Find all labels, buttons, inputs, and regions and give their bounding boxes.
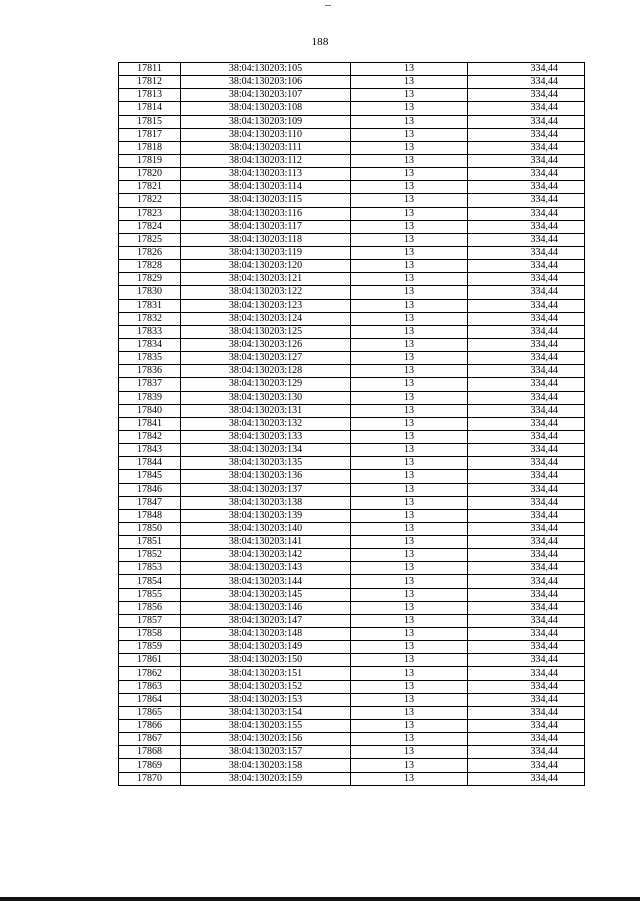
cadastral-number-cell: 38:04:130203:130 — [181, 391, 351, 404]
page-number: 188 — [311, 36, 329, 48]
quantity-cell: 13 — [351, 496, 468, 509]
cadastral-number-cell: 38:04:130203:131 — [181, 404, 351, 417]
area-value-cell: 334,44 — [468, 667, 585, 680]
cadastral-number-cell: 38:04:130203:145 — [181, 588, 351, 601]
record-number-cell: 17833 — [119, 325, 181, 338]
record-number-cell: 17857 — [119, 614, 181, 627]
cadastral-number-cell: 38:04:130203:123 — [181, 299, 351, 312]
record-number-cell: 17829 — [119, 273, 181, 286]
quantity-cell: 13 — [351, 325, 468, 338]
table-row — [119, 562, 585, 575]
quantity-cell: 13 — [351, 220, 468, 233]
area-value-cell: 334,44 — [468, 549, 585, 562]
cadastral-number-cell: 38:04:130203:112 — [181, 154, 351, 167]
record-number-cell: 17845 — [119, 470, 181, 483]
cadastral-number-cell: 38:04:130203:118 — [181, 233, 351, 246]
quantity-cell: 13 — [351, 273, 468, 286]
table-row — [119, 141, 585, 154]
area-value-cell: 334,44 — [468, 352, 585, 365]
area-value-cell: 334,44 — [468, 89, 585, 102]
quantity-cell: 13 — [351, 89, 468, 102]
table-row — [119, 549, 585, 562]
cadastral-number-cell: 38:04:130203:143 — [181, 562, 351, 575]
record-number-cell: 17853 — [119, 562, 181, 575]
quantity-cell: 13 — [351, 404, 468, 417]
table-row — [119, 772, 585, 785]
area-value-cell: 334,44 — [468, 299, 585, 312]
quantity-cell: 13 — [351, 680, 468, 693]
table-row — [119, 63, 585, 76]
table-row — [119, 325, 585, 338]
cadastral-number-cell: 38:04:130203:127 — [181, 352, 351, 365]
record-number-cell: 17861 — [119, 654, 181, 667]
cadastral-number-cell: 38:04:130203:138 — [181, 496, 351, 509]
table-row — [119, 115, 585, 128]
record-number-cell: 17862 — [119, 667, 181, 680]
cadastral-number-cell: 38:04:130203:147 — [181, 614, 351, 627]
table-row — [119, 536, 585, 549]
area-value-cell: 334,44 — [468, 273, 585, 286]
cadastral-number-cell: 38:04:130203:121 — [181, 273, 351, 286]
quantity-cell: 13 — [351, 720, 468, 733]
cadastral-number-cell: 38:04:130203:119 — [181, 246, 351, 259]
record-number-cell: 17867 — [119, 733, 181, 746]
table-row — [119, 522, 585, 535]
quantity-cell: 13 — [351, 509, 468, 522]
area-value-cell: 334,44 — [468, 680, 585, 693]
area-value-cell: 334,44 — [468, 430, 585, 443]
cadastral-number-cell: 38:04:130203:151 — [181, 667, 351, 680]
cadastral-number-cell: 38:04:130203:142 — [181, 549, 351, 562]
area-value-cell: 334,44 — [468, 496, 585, 509]
area-value-cell: 334,44 — [468, 404, 585, 417]
record-number-cell: 17822 — [119, 194, 181, 207]
table-row — [119, 404, 585, 417]
record-number-cell: 17832 — [119, 312, 181, 325]
registry-table — [118, 62, 585, 786]
quantity-cell: 13 — [351, 667, 468, 680]
table-row — [119, 181, 585, 194]
table-row — [119, 746, 585, 759]
area-value-cell: 334,44 — [468, 575, 585, 588]
record-number-cell: 17856 — [119, 601, 181, 614]
table-row — [119, 312, 585, 325]
quantity-cell: 13 — [351, 601, 468, 614]
table-row — [119, 260, 585, 273]
table-row — [119, 614, 585, 627]
table-row — [119, 365, 585, 378]
area-value-cell: 334,44 — [468, 154, 585, 167]
quantity-cell: 13 — [351, 457, 468, 470]
table-row — [119, 286, 585, 299]
area-value-cell: 334,44 — [468, 76, 585, 89]
cadastral-number-cell: 38:04:130203:116 — [181, 207, 351, 220]
area-value-cell: 334,44 — [468, 194, 585, 207]
table-row — [119, 128, 585, 141]
area-value-cell: 334,44 — [468, 641, 585, 654]
record-number-cell: 17812 — [119, 76, 181, 89]
area-value-cell: 334,44 — [468, 233, 585, 246]
table-row — [119, 601, 585, 614]
table-row — [119, 496, 585, 509]
table-row — [119, 273, 585, 286]
cadastral-number-cell: 38:04:130203:141 — [181, 536, 351, 549]
record-number-cell: 17817 — [119, 128, 181, 141]
record-number-cell: 17839 — [119, 391, 181, 404]
area-value-cell: 334,44 — [468, 338, 585, 351]
cadastral-number-cell: 38:04:130203:129 — [181, 378, 351, 391]
quantity-cell: 13 — [351, 299, 468, 312]
cadastral-number-cell: 38:04:130203:146 — [181, 601, 351, 614]
quantity-cell: 13 — [351, 338, 468, 351]
table-row — [119, 667, 585, 680]
record-number-cell: 17836 — [119, 365, 181, 378]
quantity-cell: 13 — [351, 575, 468, 588]
record-number-cell: 17820 — [119, 168, 181, 181]
quantity-cell: 13 — [351, 430, 468, 443]
table-row — [119, 299, 585, 312]
table-row — [119, 483, 585, 496]
quantity-cell: 13 — [351, 562, 468, 575]
area-value-cell: 334,44 — [468, 562, 585, 575]
cadastral-number-cell: 38:04:130203:155 — [181, 720, 351, 733]
table-row — [119, 246, 585, 259]
quantity-cell: 13 — [351, 483, 468, 496]
record-number-cell: 17850 — [119, 522, 181, 535]
area-value-cell: 334,44 — [468, 536, 585, 549]
table-row — [119, 102, 585, 115]
cadastral-number-cell: 38:04:130203:156 — [181, 733, 351, 746]
quantity-cell: 13 — [351, 352, 468, 365]
area-value-cell: 334,44 — [468, 312, 585, 325]
quantity-cell: 13 — [351, 641, 468, 654]
cadastral-number-cell: 38:04:130203:111 — [181, 141, 351, 154]
quantity-cell: 13 — [351, 246, 468, 259]
quantity-cell: 13 — [351, 417, 468, 430]
cadastral-number-cell: 38:04:130203:125 — [181, 325, 351, 338]
area-value-cell: 334,44 — [468, 365, 585, 378]
table-row — [119, 207, 585, 220]
cadastral-number-cell: 38:04:130203:135 — [181, 457, 351, 470]
record-number-cell: 17863 — [119, 680, 181, 693]
quantity-cell: 13 — [351, 76, 468, 89]
quantity-cell: 13 — [351, 102, 468, 115]
area-value-cell: 334,44 — [468, 378, 585, 391]
table-row — [119, 470, 585, 483]
area-value-cell: 334,44 — [468, 522, 585, 535]
cadastral-number-cell: 38:04:130203:159 — [181, 772, 351, 785]
record-number-cell: 17834 — [119, 338, 181, 351]
cadastral-number-cell: 38:04:130203:122 — [181, 286, 351, 299]
area-value-cell: 334,44 — [468, 102, 585, 115]
quantity-cell: 13 — [351, 286, 468, 299]
table-row — [119, 338, 585, 351]
area-value-cell: 334,44 — [468, 207, 585, 220]
record-number-cell: 17826 — [119, 246, 181, 259]
area-value-cell: 334,44 — [468, 63, 585, 76]
table-row — [119, 628, 585, 641]
table-row — [119, 378, 585, 391]
cadastral-number-cell: 38:04:130203:113 — [181, 168, 351, 181]
quantity-cell: 13 — [351, 233, 468, 246]
area-value-cell: 334,44 — [468, 325, 585, 338]
quantity-cell: 13 — [351, 365, 468, 378]
table-row — [119, 457, 585, 470]
cadastral-number-cell: 38:04:130203:139 — [181, 509, 351, 522]
cadastral-number-cell: 38:04:130203:144 — [181, 575, 351, 588]
cadastral-number-cell: 38:04:130203:109 — [181, 115, 351, 128]
record-number-cell: 17830 — [119, 286, 181, 299]
area-value-cell: 334,44 — [468, 772, 585, 785]
quantity-cell: 13 — [351, 654, 468, 667]
cadastral-number-cell: 38:04:130203:150 — [181, 654, 351, 667]
area-value-cell: 334,44 — [468, 168, 585, 181]
record-number-cell: 17854 — [119, 575, 181, 588]
cadastral-number-cell: 38:04:130203:124 — [181, 312, 351, 325]
table-row — [119, 575, 585, 588]
quantity-cell: 13 — [351, 391, 468, 404]
quantity-cell: 13 — [351, 759, 468, 772]
quantity-cell: 13 — [351, 628, 468, 641]
record-number-cell: 17859 — [119, 641, 181, 654]
cadastral-number-cell: 38:04:130203:158 — [181, 759, 351, 772]
record-number-cell: 17825 — [119, 233, 181, 246]
record-number-cell: 17864 — [119, 693, 181, 706]
cadastral-number-cell: 38:04:130203:108 — [181, 102, 351, 115]
table-row — [119, 352, 585, 365]
quantity-cell: 13 — [351, 181, 468, 194]
record-number-cell: 17870 — [119, 772, 181, 785]
record-number-cell: 17855 — [119, 588, 181, 601]
cadastral-number-cell: 38:04:130203:120 — [181, 260, 351, 273]
record-number-cell: 17847 — [119, 496, 181, 509]
area-value-cell: 334,44 — [468, 654, 585, 667]
cadastral-number-cell: 38:04:130203:140 — [181, 522, 351, 535]
area-value-cell: 334,44 — [468, 128, 585, 141]
cadastral-number-cell: 38:04:130203:153 — [181, 693, 351, 706]
record-number-cell: 17813 — [119, 89, 181, 102]
table-row — [119, 654, 585, 667]
quantity-cell: 13 — [351, 746, 468, 759]
area-value-cell: 334,44 — [468, 588, 585, 601]
record-number-cell: 17848 — [119, 509, 181, 522]
record-number-cell: 17823 — [119, 207, 181, 220]
quantity-cell: 13 — [351, 168, 468, 181]
quantity-cell: 13 — [351, 154, 468, 167]
record-number-cell: 17841 — [119, 417, 181, 430]
area-value-cell: 334,44 — [468, 614, 585, 627]
record-number-cell: 17819 — [119, 154, 181, 167]
record-number-cell: 17828 — [119, 260, 181, 273]
record-number-cell: 17818 — [119, 141, 181, 154]
quantity-cell: 13 — [351, 141, 468, 154]
area-value-cell: 334,44 — [468, 601, 585, 614]
table-row — [119, 641, 585, 654]
area-value-cell: 334,44 — [468, 509, 585, 522]
record-number-cell: 17866 — [119, 720, 181, 733]
cadastral-number-cell: 38:04:130203:110 — [181, 128, 351, 141]
quantity-cell: 13 — [351, 733, 468, 746]
area-value-cell: 334,44 — [468, 706, 585, 719]
scan-artifact-mark — [325, 5, 331, 6]
area-value-cell: 334,44 — [468, 286, 585, 299]
table-row — [119, 417, 585, 430]
quantity-cell: 13 — [351, 470, 468, 483]
cadastral-number-cell: 38:04:130203:132 — [181, 417, 351, 430]
record-number-cell: 17868 — [119, 746, 181, 759]
area-value-cell: 334,44 — [468, 759, 585, 772]
area-value-cell: 334,44 — [468, 391, 585, 404]
table-row — [119, 168, 585, 181]
record-number-cell: 17842 — [119, 430, 181, 443]
quantity-cell: 13 — [351, 207, 468, 220]
table-row — [119, 194, 585, 207]
cadastral-number-cell: 38:04:130203:115 — [181, 194, 351, 207]
quantity-cell: 13 — [351, 536, 468, 549]
record-number-cell: 17811 — [119, 63, 181, 76]
area-value-cell: 334,44 — [468, 220, 585, 233]
table-row — [119, 430, 585, 443]
area-value-cell: 334,44 — [468, 628, 585, 641]
record-number-cell: 17846 — [119, 483, 181, 496]
record-number-cell: 17852 — [119, 549, 181, 562]
table-row — [119, 391, 585, 404]
area-value-cell: 334,44 — [468, 181, 585, 194]
scan-bottom-edge — [0, 897, 640, 901]
table-row — [119, 693, 585, 706]
area-value-cell: 334,44 — [468, 141, 585, 154]
record-number-cell: 17835 — [119, 352, 181, 365]
quantity-cell: 13 — [351, 614, 468, 627]
cadastral-number-cell: 38:04:130203:117 — [181, 220, 351, 233]
table-row — [119, 509, 585, 522]
record-number-cell: 17844 — [119, 457, 181, 470]
record-number-cell: 17869 — [119, 759, 181, 772]
cadastral-number-cell: 38:04:130203:149 — [181, 641, 351, 654]
table-row — [119, 444, 585, 457]
registry-table-body — [119, 63, 585, 786]
record-number-cell: 17843 — [119, 444, 181, 457]
quantity-cell: 13 — [351, 772, 468, 785]
quantity-cell: 13 — [351, 693, 468, 706]
record-number-cell: 17814 — [119, 102, 181, 115]
quantity-cell: 13 — [351, 588, 468, 601]
area-value-cell: 334,44 — [468, 115, 585, 128]
cadastral-number-cell: 38:04:130203:107 — [181, 89, 351, 102]
record-number-cell: 17821 — [119, 181, 181, 194]
cadastral-number-cell: 38:04:130203:114 — [181, 181, 351, 194]
cadastral-number-cell: 38:04:130203:137 — [181, 483, 351, 496]
record-number-cell: 17865 — [119, 706, 181, 719]
cadastral-number-cell: 38:04:130203:152 — [181, 680, 351, 693]
cadastral-number-cell: 38:04:130203:133 — [181, 430, 351, 443]
cadastral-number-cell: 38:04:130203:106 — [181, 76, 351, 89]
quantity-cell: 13 — [351, 444, 468, 457]
quantity-cell: 13 — [351, 549, 468, 562]
cadastral-number-cell: 38:04:130203:134 — [181, 444, 351, 457]
record-number-cell: 17824 — [119, 220, 181, 233]
table-row — [119, 720, 585, 733]
area-value-cell: 334,44 — [468, 417, 585, 430]
table-row — [119, 154, 585, 167]
cadastral-number-cell: 38:04:130203:105 — [181, 63, 351, 76]
quantity-cell: 13 — [351, 115, 468, 128]
record-number-cell: 17840 — [119, 404, 181, 417]
area-value-cell: 334,44 — [468, 457, 585, 470]
quantity-cell: 13 — [351, 128, 468, 141]
table-row — [119, 76, 585, 89]
area-value-cell: 334,44 — [468, 470, 585, 483]
record-number-cell: 17837 — [119, 378, 181, 391]
table-row — [119, 759, 585, 772]
quantity-cell: 13 — [351, 706, 468, 719]
record-number-cell: 17831 — [119, 299, 181, 312]
record-number-cell: 17851 — [119, 536, 181, 549]
record-number-cell: 17858 — [119, 628, 181, 641]
cadastral-number-cell: 38:04:130203:128 — [181, 365, 351, 378]
area-value-cell: 334,44 — [468, 444, 585, 457]
table-row — [119, 233, 585, 246]
record-number-cell: 17815 — [119, 115, 181, 128]
quantity-cell: 13 — [351, 63, 468, 76]
area-value-cell: 334,44 — [468, 733, 585, 746]
area-value-cell: 334,44 — [468, 483, 585, 496]
table-row — [119, 733, 585, 746]
area-value-cell: 334,44 — [468, 693, 585, 706]
area-value-cell: 334,44 — [468, 746, 585, 759]
cadastral-number-cell: 38:04:130203:157 — [181, 746, 351, 759]
area-value-cell: 334,44 — [468, 260, 585, 273]
quantity-cell: 13 — [351, 260, 468, 273]
quantity-cell: 13 — [351, 194, 468, 207]
quantity-cell: 13 — [351, 312, 468, 325]
table-row — [119, 706, 585, 719]
table-row — [119, 89, 585, 102]
cadastral-number-cell: 38:04:130203:136 — [181, 470, 351, 483]
area-value-cell: 334,44 — [468, 246, 585, 259]
quantity-cell: 13 — [351, 522, 468, 535]
quantity-cell: 13 — [351, 378, 468, 391]
cadastral-number-cell: 38:04:130203:126 — [181, 338, 351, 351]
cadastral-number-cell: 38:04:130203:148 — [181, 628, 351, 641]
table-row — [119, 588, 585, 601]
cadastral-number-cell: 38:04:130203:154 — [181, 706, 351, 719]
table-row — [119, 680, 585, 693]
table-row — [119, 220, 585, 233]
area-value-cell: 334,44 — [468, 720, 585, 733]
